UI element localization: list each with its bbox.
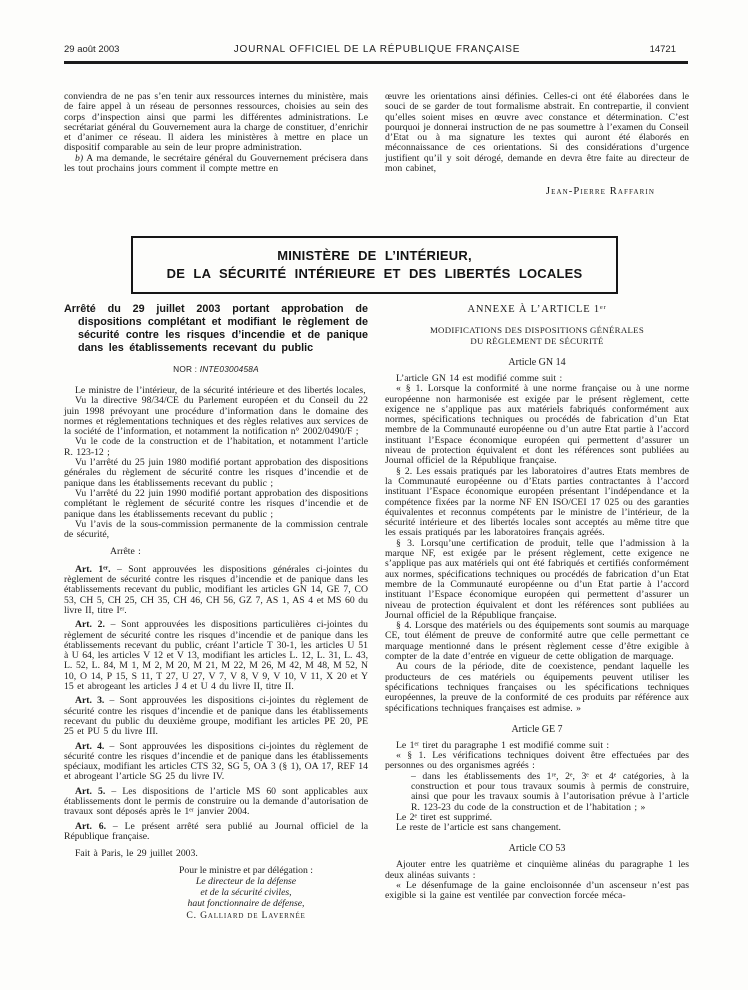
paragraph: b) A ma demande, le secrétaire général du Gouvernement précisera dans les tout prochains jours comment il compte mettre en	[64, 152, 368, 175]
paragraph: Le reste de l’article est sans changement.	[396, 822, 561, 834]
article-6: Art. 6. – Le présent arrêté sera publié au Journal officiel de la République française.	[64, 820, 368, 842]
article-label: Art. 1ᵉʳ.	[75, 563, 111, 575]
paragraph: « Le désenfumage de la gaine encloisonnée d’un ascenseur n’est pas exigible si la gaine est ventilée par convection forcée méca-	[385, 880, 689, 902]
article-label: Art. 4.	[75, 740, 105, 752]
preamble-paragraph: Vu l’arrêté du 22 juin 1990 modifié portant approbation des dispositions complétant le règlement de sécurité contre les risques d’incendie et de panique dans les établissements recevant du public ;	[64, 487, 368, 520]
preamble-paragraph: Vu l’avis de la sous-commission permanente de la commission centrale de sécurité,	[64, 518, 368, 541]
article-label: Art. 6.	[75, 820, 107, 832]
paragraph: Le 1ᵉʳ tiret du paragraphe 1 est modifié comme suit :	[396, 739, 610, 751]
section-heading-co53: Article CO 53	[508, 843, 566, 855]
ministry-box-line1: MINISTÈRE DE L’INTÉRIEUR,	[277, 248, 472, 263]
paragraph: § 4. Lorsque des matériels ou des équipements sont soumis au marquage CE, tout élément de preuve de conformité autre que celle permettant ce marquage mentionné dans le présent règlement cesse d’être exigible à compter de la date d’entrée en vigueur de cette obligation de marquage.	[385, 620, 689, 663]
section-heading-gn14: Article GN 14	[508, 357, 566, 368]
page-number: 14721	[649, 44, 676, 55]
paragraph: Au cours de la période, dite de coexistence, pendant laquelle les producteurs de ces matériels ou équipements peuvent utiliser les spécifications techniques françaises ou les spécifications techniques européennes, la preuve de la conformité de ces produits par référence aux spécifications techniques françaises est admise. »	[385, 661, 689, 714]
page-header	[64, 44, 690, 55]
paragraph: L’article GN 14 est modifié comme suit :	[396, 373, 563, 384]
header-date: 29 août 2003	[64, 44, 120, 55]
nor-label: NOR :	[173, 364, 198, 374]
annexe-subtitle: MODIFICATIONS DES DISPOSITIONS GÉNÉRALES DU RÈGLEMENT DE SÉCURITÉ	[429, 325, 645, 346]
signature-role: et de la sécurité civiles,	[200, 887, 292, 899]
decree-title: Arrêté du 29 juillet 2003 portant approbation de dispositions complétant et modifiant le règlement de sécurité contre les risques d’incendie et de panique dans les établissements recevant du public	[64, 303, 368, 354]
section-heading-ge7: Article GE 7	[511, 723, 563, 735]
journal-title: JOURNAL OFFICIEL DE LA RÉPUBLIQUE FRANÇAISE	[233, 44, 521, 55]
preamble-paragraph: Le ministre de l’intérieur, de la sécurité intérieure et des libertés locales,	[75, 385, 366, 396]
ministry-box	[131, 236, 618, 294]
paragraph: « § 1. Lorsque la conformité à une norme française ou à une norme européenne non harmonisée est exigée par le présent règlement, cette exigence ne s’applique pas aux matériels fabriqués conformément aux normes, spécifications techniques ou procédés de fabrication d’un Etat membre de la Communauté européenne ou d’un autre Etat partie à l’accord instituant l’Espace économique européen qui permettent d’assurer un niveau de protection équivalent et dont les références sont publiées au Journal officiel de la République française.	[385, 383, 689, 467]
article-2: Art. 2. – Sont approuvées les dispositions particulières ci-jointes du règlement de sécurité contre les risques d’incendie et de panique dans les établissements recevant du public, créant l’article T 30-1, les articles U 51 à U 64, les articles V 12 et V 13, modifiant les articles L. 12, L. 31, L. 43, L. 52, L. 84, M 1, M 2, M 20, M 21, M 22, M 26, M 42, M 48, M 52, N 10, O 14, P 15, S 11, T 27, U 27, V 7, V 8, V 9, V 10, V 11, X 20 et Y 15 et abrogeant les articles J 4 et U 4 du livre II, titre II.	[64, 619, 368, 693]
paragraph: conviendra de ne pas s’en tenir aux ressources internes du ministère, mais de faire appel à un réseau de personnes ressources, choisies au sein des corps d’inspection ainsi que parmi les différentes administrations. Le secrétariat général du Gouvernement aura la charge de constituer, d’enrichir et d’animer ce réseau. Il aidera les ministères à mettre en place un dispositif comparable au sein de leur propre administration.	[64, 91, 368, 154]
signature-block	[124, 865, 368, 921]
item-letter: b)	[75, 152, 84, 164]
preamble-paragraph: Vu le code de la construction et de l’habitation, et notamment l’article R. 123-12 ;	[64, 436, 368, 458]
paragraph: « § 1. Les vérifications techniques doivent être effectuées par des personnes ou des organismes agréés :	[385, 750, 689, 772]
ministry-box-line2: DE LA SÉCURITÉ INTÉRIEURE ET DES LIBERTÉS LOCALES	[166, 265, 583, 281]
top-left-column	[64, 92, 368, 197]
paragraph: § 2. Les essais pratiqués par les laboratoires d’autres Etats membres de la Communauté européenne ou d’Etats parties contractantes à l’accord instituant l’Espace économique européen présentant l’indépendance et la compétence fixées par la norme NF EN ISO/CEI 17 025 ou des garanties équivalentes et reconnus compétents par le ministre de l’intérieur, de la sécurité intérieure et des libertés locales sont acceptés au même titre que les essais pratiqués par les laboratoires français agréés.	[385, 465, 689, 539]
paragraph: § 3. Lorsqu’une certification de produit, telle que l’admission à la marque NF, est exigée par le présent règlement, cette exigence ne s’applique pas aux matériels qui ont été fabriqués et certifiés conformément aux normes, spécifications techniques ou procédés de fabrication d’un Etat membre de la Communauté européenne ou d’un Etat partie à l’accord instituant l’Espace économique européen qui permettent d’assurer un niveau de protection équivalent et dont les références sont publiées au Journal officiel de la République française.	[385, 537, 689, 621]
arrete-word: Arrête :	[110, 546, 141, 558]
date-line: Fait à Paris, le 29 juillet 2003.	[75, 848, 198, 860]
right-column	[385, 303, 689, 921]
article-5: Art. 5. – Les dispositions de l’article MS 60 sont applicables aux établissements dont le permis de construire ou la demande d’autorisation de travaux sont déposés après le 1ᵉʳ janvier 2004.	[64, 785, 368, 818]
signature-intro: Pour le ministre et par délégation :	[179, 865, 313, 877]
nor-line	[64, 364, 368, 374]
paragraph: œuvre les orientations ainsi définies. Celles-ci ont été élaborées dans le souci de se garder de tout formalisme abstrait. En contrepartie, il convient qu’elles soient mises en œuvre avec constance et détermination. C’est pourquoi je donnerai instruction de ne pas soumettre à l’examen du Conseil d’Etat ou à ma signature les textes qui auront été élaborés en méconnaissance de ces orientations. Si des considérations d’urgence justifient qu’il y soit dérogé, demande en devra être faite au directeur de mon cabinet,	[385, 91, 689, 175]
article-label: Art. 3.	[75, 695, 105, 707]
signature-name: C. Galliard de Lavernée	[186, 910, 306, 922]
article-1: Art. 1ᵉʳ. – Sont approuvées les dispositions générales ci-jointes du règlement de sécurité contre les risques d’incendie et de panique dans les établissements recevant du public, modifiant les articles GN 14, GE 7, CO 53, CH 5, CH 25, CH 35, CH 46, CH 56, GZ 7, AS 1, AS 4 et MS 60 du livre II, titre Iᵉʳ.	[64, 563, 369, 616]
left-column	[64, 303, 368, 921]
preamble-paragraph: Vu la directive 98/34/CE du Parlement européen et du Conseil du 22 juin 1998 prévoyant une procédure d’information dans le domaine des normes et réglementations techniques et des règles relatives aux services de la société de l’information, et notamment la notification n° 2002/0490/F ;	[64, 395, 368, 438]
preamble-paragraph: Vu l’arrêté du 25 juin 1980 modifié portant approbation des dispositions générales du règlement de sécurité contre les risques d’incendie et de panique dans les établissements recevant du public ;	[64, 457, 368, 489]
article-4: Art. 4. – Sont approuvées les dispositions ci-jointes du règlement de sécurité contre les risques d’incendie et de panique dans les établissements spéciaux, modifiant les articles CTS 32, SG 5, OA 3 (§ 1), OA 17, REF 14 et abrogeant l’article SG 25 du livre IV.	[64, 740, 368, 783]
paragraph: Ajouter entre les quatrième et cinquième alinéas du paragraphe 1 les deux alinéas suivants :	[385, 859, 689, 881]
article-label: Art. 5.	[75, 785, 106, 797]
nor-value: INTE0300458A	[199, 364, 259, 374]
signature-role: haut fonctionnaire de défense,	[187, 898, 305, 910]
header-rule	[64, 61, 688, 64]
top-right-column	[385, 92, 689, 197]
top-columns	[64, 92, 689, 197]
signature-raffarin: Jean-Pierre Raffarin	[545, 186, 655, 198]
article-label: Art. 2.	[75, 619, 105, 631]
dash-list-item: – dans les établissements des 1ʳᵉ, 2ᵉ, 3ᵉ et 4ᵉ catégories, à la construction et pour tous travaux soumis à permis de construire, ainsi que pour les travaux soumis à l’autorisation prévue à l’article R. 123-23 du code de la construction et de l’habitation ; »	[411, 770, 689, 813]
paragraph: Le 2ᵉ tiret est supprimé.	[396, 811, 493, 823]
signature-role: Le directeur de la défense	[195, 876, 297, 888]
annexe-title: ANNEXE À L’ARTICLE 1ᵉʳ	[467, 304, 607, 315]
article-3: Art. 3. – Sont approuvées les dispositions ci-jointes du règlement de sécurité contre les risques d’incendie et de panique dans les établissements recevant du public du deuxième groupe, modifiant les articles PE 20, PE 25 et PU 5 du livre III.	[64, 695, 368, 738]
main-columns	[64, 303, 689, 921]
